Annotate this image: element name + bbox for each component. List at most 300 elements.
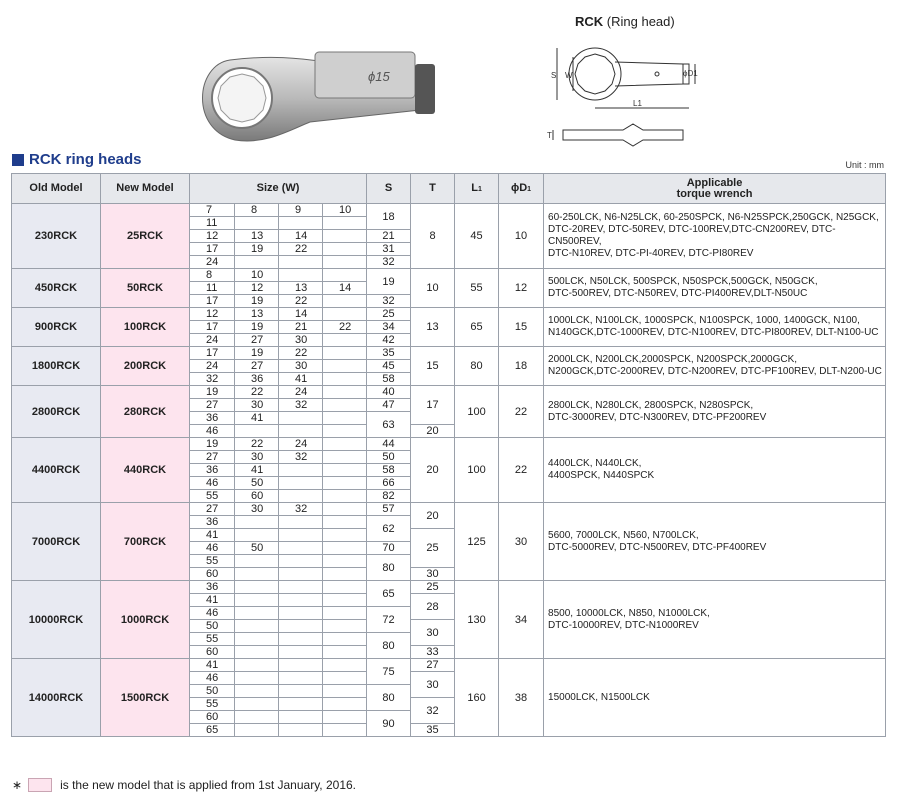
size-cell: 32 bbox=[279, 503, 323, 516]
size-cell: 30 bbox=[235, 503, 279, 516]
size-cell bbox=[323, 295, 367, 308]
size-cell bbox=[279, 659, 323, 672]
size-cell: 22 bbox=[279, 347, 323, 360]
header-l1: L1 bbox=[455, 174, 499, 204]
size-cell bbox=[235, 529, 279, 542]
table-row bbox=[12, 503, 886, 516]
size-cell: 19 bbox=[190, 438, 235, 451]
size-cell bbox=[279, 516, 323, 529]
size-cell: 12 bbox=[190, 230, 235, 243]
diagram-title: RCK (Ring head) bbox=[575, 14, 675, 29]
size-cell: 36 bbox=[190, 412, 235, 425]
size-cell: 11 bbox=[190, 217, 235, 230]
size-cell: 30 bbox=[279, 360, 323, 373]
size-cell bbox=[323, 568, 367, 581]
footnote-mark: ∗ bbox=[12, 778, 23, 792]
size-cell bbox=[279, 542, 323, 555]
applicable-line: 2000LCK, N200LCK,2000SPCK, N200SPCK,2000GCK, bbox=[548, 354, 798, 365]
size-cell: 27 bbox=[190, 503, 235, 516]
size-cell: 14 bbox=[279, 308, 323, 321]
size-cell: 60 bbox=[190, 646, 235, 659]
size-cell: 22 bbox=[235, 386, 279, 399]
d1-cell: 22 bbox=[499, 438, 544, 503]
applicable-line: 15000LCK, N1500LCK bbox=[548, 691, 650, 703]
size-cell bbox=[279, 568, 323, 581]
new-model-cell: 25RCK bbox=[101, 204, 190, 269]
t-cell: 17 bbox=[411, 386, 455, 425]
size-cell bbox=[279, 620, 323, 633]
size-cell: 41 bbox=[235, 464, 279, 477]
table-row bbox=[12, 308, 886, 321]
size-cell bbox=[323, 347, 367, 360]
l1-cell: 125 bbox=[455, 503, 499, 581]
size-cell: 14 bbox=[323, 282, 367, 295]
size-cell bbox=[235, 425, 279, 438]
size-cell bbox=[279, 477, 323, 490]
s-cell: 57 bbox=[367, 503, 411, 516]
applicable-wrench-cell bbox=[544, 204, 886, 269]
size-cell bbox=[323, 490, 367, 503]
t-cell: 15 bbox=[411, 347, 455, 386]
size-cell: 32 bbox=[190, 373, 235, 386]
d1-cell: 15 bbox=[499, 308, 544, 347]
d1-cell: 30 bbox=[499, 503, 544, 581]
size-cell bbox=[279, 464, 323, 477]
size-cell: 41 bbox=[190, 594, 235, 607]
size-cell bbox=[323, 581, 367, 594]
size-cell bbox=[235, 256, 279, 269]
applicable-line: 60-250LCK, N6-N25LCK, 60-250SPCK, N6-N25SPCK,250GCK, N25GCK, bbox=[548, 212, 879, 223]
s-cell: 80 bbox=[367, 633, 411, 659]
new-model-swatch bbox=[28, 778, 52, 792]
applicable-line: 5600, 7000LCK, N560, N700LCK, bbox=[548, 529, 699, 541]
size-cell: 10 bbox=[235, 269, 279, 282]
size-cell: 8 bbox=[235, 204, 279, 217]
s-cell: 65 bbox=[367, 581, 411, 607]
applicable-line: DTC-10000REV, DTC-N1000REV bbox=[548, 619, 699, 631]
size-cell bbox=[235, 724, 279, 737]
size-cell: 36 bbox=[190, 581, 235, 594]
header-t: T bbox=[411, 174, 455, 204]
size-cell: 22 bbox=[279, 243, 323, 256]
size-cell: 19 bbox=[235, 295, 279, 308]
size-cell bbox=[323, 217, 367, 230]
l1-cell: 160 bbox=[455, 659, 499, 737]
header-d1: ϕD1 bbox=[499, 174, 544, 204]
size-cell: 19 bbox=[235, 347, 279, 360]
old-model-cell: 450RCK bbox=[12, 269, 101, 308]
applicable-line: DTC-N10REV, DTC-PI-40REV, DTC-PI80REV bbox=[548, 248, 754, 259]
new-model-cell: 700RCK bbox=[101, 503, 190, 581]
size-cell: 41 bbox=[190, 529, 235, 542]
size-cell bbox=[323, 243, 367, 256]
t-cell: 13 bbox=[411, 308, 455, 347]
applicable-line: 4400SPCK, N440SPCK bbox=[548, 470, 655, 481]
applicable-line: N140GCK,DTC-1000REV, DTC-N100REV, DTC-PI800REV, DLT-N100-UC bbox=[548, 327, 879, 338]
size-cell bbox=[323, 269, 367, 282]
s-cell: 70 bbox=[367, 542, 411, 555]
size-cell: 19 bbox=[190, 386, 235, 399]
size-cell: 19 bbox=[235, 321, 279, 334]
diagram-label-w: W bbox=[565, 71, 573, 80]
ring-head-photo bbox=[190, 40, 450, 155]
applicable-line: DTC-500REV, DTC-N50REV, DTC-PI400REV,DLT-N50UC bbox=[548, 288, 808, 299]
size-cell bbox=[279, 646, 323, 659]
size-cell bbox=[323, 308, 367, 321]
s-cell: 21 bbox=[367, 230, 411, 243]
footnote bbox=[12, 778, 356, 792]
size-cell: 8 bbox=[190, 269, 235, 282]
size-cell bbox=[323, 711, 367, 724]
s-cell: 62 bbox=[367, 516, 411, 542]
size-cell: 46 bbox=[190, 607, 235, 620]
diagram-label-l1: L1 bbox=[633, 99, 642, 108]
size-cell: 32 bbox=[279, 399, 323, 412]
size-cell: 36 bbox=[190, 516, 235, 529]
table-row bbox=[12, 581, 886, 594]
new-model-cell: 440RCK bbox=[101, 438, 190, 503]
size-cell: 46 bbox=[190, 542, 235, 555]
s-cell: 19 bbox=[367, 269, 411, 295]
size-cell: 11 bbox=[190, 282, 235, 295]
new-model-cell: 200RCK bbox=[101, 347, 190, 386]
applicable-wrench-cell bbox=[544, 659, 886, 737]
size-cell: 55 bbox=[190, 555, 235, 568]
new-model-cell: 1000RCK bbox=[101, 581, 190, 659]
s-cell: 66 bbox=[367, 477, 411, 490]
size-cell bbox=[279, 607, 323, 620]
size-cell: 22 bbox=[235, 438, 279, 451]
size-cell bbox=[279, 217, 323, 230]
size-cell bbox=[323, 646, 367, 659]
applicable-line: 4400LCK, N440LCK, bbox=[548, 458, 642, 469]
size-cell: 60 bbox=[235, 490, 279, 503]
applicable-line: DTC-3000REV, DTC-N300REV, DTC-PF200REV bbox=[548, 411, 767, 423]
old-model-cell: 900RCK bbox=[12, 308, 101, 347]
table-row bbox=[12, 347, 886, 360]
old-model-cell: 10000RCK bbox=[12, 581, 101, 659]
s-cell: 80 bbox=[367, 555, 411, 581]
s-cell: 25 bbox=[367, 308, 411, 321]
size-cell bbox=[235, 646, 279, 659]
size-cell: 7 bbox=[190, 204, 235, 217]
size-cell bbox=[323, 425, 367, 438]
size-cell bbox=[323, 529, 367, 542]
s-cell: 31 bbox=[367, 243, 411, 256]
size-cell bbox=[323, 607, 367, 620]
size-cell: 22 bbox=[323, 321, 367, 334]
t-cell: 28 bbox=[411, 594, 455, 620]
s-cell: 72 bbox=[367, 607, 411, 633]
size-cell bbox=[235, 672, 279, 685]
size-cell bbox=[235, 594, 279, 607]
s-cell: 42 bbox=[367, 334, 411, 347]
size-cell bbox=[323, 256, 367, 269]
size-cell bbox=[323, 464, 367, 477]
size-cell bbox=[323, 438, 367, 451]
s-cell: 32 bbox=[367, 295, 411, 308]
diagram-label-d1: ϕD1 bbox=[683, 69, 698, 78]
d1-cell: 12 bbox=[499, 269, 544, 308]
table-row bbox=[12, 438, 886, 451]
applicable-line: DTC-20REV, DTC-50REV, DTC-100REV,DTC-CN200REV, DTC-CN500REV, bbox=[548, 224, 836, 247]
header-size: Size (W) bbox=[190, 174, 367, 204]
applicable-wrench-cell bbox=[544, 438, 886, 503]
size-cell bbox=[323, 373, 367, 386]
size-cell bbox=[323, 672, 367, 685]
s-cell: 58 bbox=[367, 464, 411, 477]
size-cell bbox=[279, 594, 323, 607]
size-cell: 27 bbox=[235, 334, 279, 347]
applicable-wrench-cell bbox=[544, 308, 886, 347]
size-cell: 24 bbox=[190, 360, 235, 373]
applicable-line: DTC-5000REV, DTC-N500REV, DTC-PF400REV bbox=[548, 541, 767, 553]
size-cell bbox=[323, 685, 367, 698]
s-cell: 45 bbox=[367, 360, 411, 373]
l1-cell: 55 bbox=[455, 269, 499, 308]
size-cell bbox=[323, 555, 367, 568]
photo-stamp: ϕ15 bbox=[368, 69, 390, 84]
size-cell bbox=[323, 542, 367, 555]
size-cell bbox=[323, 334, 367, 347]
t-cell: 20 bbox=[411, 425, 455, 438]
t-cell: 25 bbox=[411, 581, 455, 594]
size-cell: 55 bbox=[190, 698, 235, 711]
size-cell: 17 bbox=[190, 321, 235, 334]
s-cell: 75 bbox=[367, 659, 411, 685]
new-model-cell: 100RCK bbox=[101, 308, 190, 347]
d1-cell: 18 bbox=[499, 347, 544, 386]
s-cell: 32 bbox=[367, 256, 411, 269]
t-cell: 8 bbox=[411, 204, 455, 269]
l1-cell: 100 bbox=[455, 438, 499, 503]
table-row bbox=[12, 204, 886, 217]
s-cell: 44 bbox=[367, 438, 411, 451]
d1-cell: 38 bbox=[499, 659, 544, 737]
old-model-cell: 2800RCK bbox=[12, 386, 101, 438]
d1-cell: 34 bbox=[499, 581, 544, 659]
size-cell bbox=[323, 698, 367, 711]
new-model-cell: 280RCK bbox=[101, 386, 190, 438]
size-cell: 50 bbox=[235, 477, 279, 490]
size-cell bbox=[279, 633, 323, 646]
new-model-cell: 50RCK bbox=[101, 269, 190, 308]
d1-cell: 10 bbox=[499, 204, 544, 269]
applicable-wrench-cell bbox=[544, 503, 886, 581]
t-cell: 30 bbox=[411, 620, 455, 646]
s-cell: 35 bbox=[367, 347, 411, 360]
s-cell: 47 bbox=[367, 399, 411, 412]
size-cell bbox=[323, 659, 367, 672]
spec-table bbox=[11, 173, 886, 737]
header-row bbox=[12, 174, 886, 204]
l1-cell: 100 bbox=[455, 386, 499, 438]
size-cell: 10 bbox=[323, 204, 367, 217]
size-cell: 17 bbox=[190, 347, 235, 360]
old-model-cell: 230RCK bbox=[12, 204, 101, 269]
table-row bbox=[12, 659, 886, 672]
size-cell: 22 bbox=[279, 295, 323, 308]
applicable-wrench-cell bbox=[544, 269, 886, 308]
size-cell: 17 bbox=[190, 243, 235, 256]
size-cell: 12 bbox=[235, 282, 279, 295]
s-cell: 58 bbox=[367, 373, 411, 386]
header-new-model: New Model bbox=[101, 174, 190, 204]
size-cell bbox=[279, 555, 323, 568]
footnote-text: is the new model that is applied from 1st January, 2016. bbox=[60, 778, 357, 792]
applicable-line: N200GCK,DTC-2000REV, DTC-N200REV, DTC-PF100REV, DLT-N200-UC bbox=[548, 366, 882, 377]
size-cell: 60 bbox=[190, 568, 235, 581]
size-cell: 21 bbox=[279, 321, 323, 334]
s-cell: 63 bbox=[367, 412, 411, 438]
size-cell: 24 bbox=[279, 438, 323, 451]
applicable-line: 8500, 10000LCK, N850, N1000LCK, bbox=[548, 607, 710, 619]
header-applicable: Applicable torque wrench bbox=[544, 174, 886, 204]
size-cell bbox=[235, 516, 279, 529]
size-cell: 13 bbox=[279, 282, 323, 295]
size-cell: 30 bbox=[235, 451, 279, 464]
s-cell: 82 bbox=[367, 490, 411, 503]
s-cell: 90 bbox=[367, 711, 411, 737]
size-cell bbox=[323, 412, 367, 425]
t-cell: 20 bbox=[411, 503, 455, 529]
applicable-line: 2800LCK, N280LCK, 2800SPCK, N280SPCK, bbox=[548, 399, 754, 411]
t-cell: 10 bbox=[411, 269, 455, 308]
size-cell bbox=[279, 685, 323, 698]
size-cell: 27 bbox=[190, 451, 235, 464]
s-cell: 34 bbox=[367, 321, 411, 334]
t-cell: 30 bbox=[411, 568, 455, 581]
diagram-label-s: S bbox=[551, 71, 557, 80]
size-cell: 30 bbox=[279, 334, 323, 347]
size-cell: 50 bbox=[235, 542, 279, 555]
t-cell: 35 bbox=[411, 724, 455, 737]
size-cell: 14 bbox=[279, 230, 323, 243]
size-cell: 27 bbox=[235, 360, 279, 373]
size-cell: 55 bbox=[190, 633, 235, 646]
size-cell bbox=[279, 490, 323, 503]
size-cell bbox=[235, 685, 279, 698]
size-cell: 19 bbox=[235, 243, 279, 256]
s-cell: 18 bbox=[367, 204, 411, 230]
size-cell: 24 bbox=[279, 386, 323, 399]
size-cell bbox=[235, 217, 279, 230]
size-cell bbox=[279, 256, 323, 269]
size-cell: 17 bbox=[190, 295, 235, 308]
header-s: S bbox=[367, 174, 411, 204]
size-cell: 50 bbox=[190, 620, 235, 633]
old-model-cell: 7000RCK bbox=[12, 503, 101, 581]
l1-cell: 130 bbox=[455, 581, 499, 659]
size-cell bbox=[323, 633, 367, 646]
s-cell: 80 bbox=[367, 685, 411, 711]
size-cell bbox=[279, 425, 323, 438]
size-cell: 24 bbox=[190, 334, 235, 347]
s-cell: 50 bbox=[367, 451, 411, 464]
size-cell bbox=[323, 594, 367, 607]
size-cell bbox=[235, 568, 279, 581]
unit-label: Unit : mm bbox=[845, 160, 884, 170]
applicable-wrench-cell bbox=[544, 347, 886, 386]
size-cell: 27 bbox=[190, 399, 235, 412]
size-cell bbox=[279, 711, 323, 724]
section-square-icon bbox=[12, 154, 24, 166]
size-cell: 55 bbox=[190, 490, 235, 503]
size-cell: 65 bbox=[190, 724, 235, 737]
size-cell: 60 bbox=[190, 711, 235, 724]
applicable-line: 500LCK, N50LCK, 500SPCK, N50SPCK,500GCK, N50GCK, bbox=[548, 276, 818, 287]
table-row bbox=[12, 269, 886, 282]
ring-head-diagram bbox=[543, 12, 703, 158]
size-cell: 50 bbox=[190, 685, 235, 698]
size-cell: 46 bbox=[190, 425, 235, 438]
size-cell: 41 bbox=[190, 659, 235, 672]
size-cell bbox=[279, 529, 323, 542]
size-cell: 36 bbox=[190, 464, 235, 477]
size-cell bbox=[323, 360, 367, 373]
size-cell: 36 bbox=[235, 373, 279, 386]
new-model-cell: 1500RCK bbox=[101, 659, 190, 737]
t-cell: 32 bbox=[411, 698, 455, 724]
size-cell: 24 bbox=[190, 256, 235, 269]
header-old-model: Old Model bbox=[12, 174, 101, 204]
l1-cell: 80 bbox=[455, 347, 499, 386]
size-cell bbox=[279, 269, 323, 282]
size-cell: 9 bbox=[279, 204, 323, 217]
t-cell: 25 bbox=[411, 529, 455, 568]
t-cell: 20 bbox=[411, 438, 455, 503]
size-cell bbox=[235, 607, 279, 620]
t-cell: 30 bbox=[411, 672, 455, 698]
size-cell bbox=[323, 503, 367, 516]
size-cell bbox=[279, 412, 323, 425]
size-cell: 12 bbox=[190, 308, 235, 321]
size-cell bbox=[235, 555, 279, 568]
size-cell bbox=[279, 724, 323, 737]
size-cell bbox=[279, 581, 323, 594]
applicable-line: 1000LCK, N100LCK, 1000SPCK, N100SPCK, 1000, 1400GCK, N100, bbox=[548, 315, 860, 326]
t-cell: 33 bbox=[411, 646, 455, 659]
diagram-label-t: T bbox=[547, 131, 552, 140]
old-model-cell: 14000RCK bbox=[12, 659, 101, 737]
size-cell: 41 bbox=[235, 412, 279, 425]
size-cell bbox=[323, 724, 367, 737]
old-model-cell: 4400RCK bbox=[12, 438, 101, 503]
size-cell bbox=[323, 516, 367, 529]
size-cell bbox=[235, 698, 279, 711]
d1-cell: 22 bbox=[499, 386, 544, 438]
size-cell bbox=[235, 659, 279, 672]
size-cell bbox=[323, 230, 367, 243]
size-cell bbox=[323, 620, 367, 633]
size-cell: 32 bbox=[279, 451, 323, 464]
l1-cell: 65 bbox=[455, 308, 499, 347]
size-cell bbox=[235, 620, 279, 633]
s-cell: 40 bbox=[367, 386, 411, 399]
size-cell bbox=[323, 477, 367, 490]
table-row bbox=[12, 386, 886, 399]
size-cell bbox=[235, 581, 279, 594]
size-cell bbox=[235, 711, 279, 724]
size-cell bbox=[279, 672, 323, 685]
size-cell bbox=[323, 399, 367, 412]
size-cell: 13 bbox=[235, 230, 279, 243]
section-title: RCK ring heads bbox=[12, 151, 142, 168]
old-model-cell: 1800RCK bbox=[12, 347, 101, 386]
size-cell: 46 bbox=[190, 672, 235, 685]
size-cell: 30 bbox=[235, 399, 279, 412]
size-cell bbox=[235, 633, 279, 646]
